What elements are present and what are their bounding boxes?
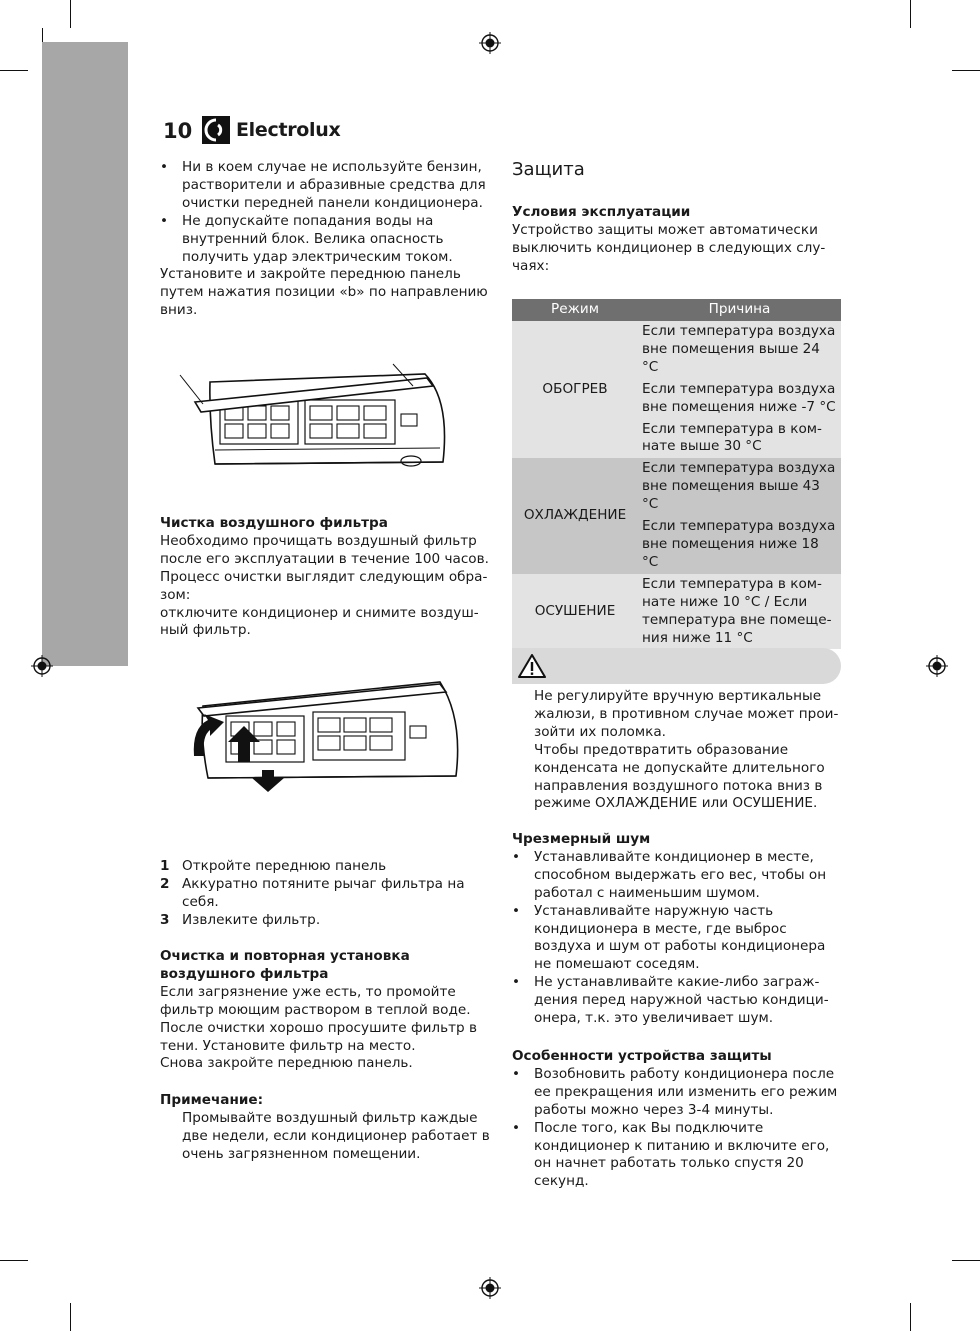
noise-section <box>512 831 842 1028</box>
list-item: • Не устанавливайте какие-либо заграждения перед наружной частью кондиционера, т.к. это увеличивает шум. <box>512 974 842 1028</box>
registration-mark-icon <box>479 1277 501 1299</box>
note-text: Промывайте воздушный фильтр каждые две недели, если кондиционер работает в очень загрязненном помещении. <box>182 1109 490 1162</box>
page-title: Защита <box>512 159 585 180</box>
crop-mark <box>0 1260 28 1261</box>
ac-unit-panel-illustration <box>175 360 455 475</box>
conditions-section <box>512 204 842 276</box>
warning-icon <box>518 653 546 679</box>
step-number: 2 <box>160 875 170 892</box>
crop-mark <box>952 1260 980 1261</box>
step-text: Откройте переднюю панель <box>182 858 387 874</box>
reason-cell: Если температура воздуха вне помещения ниже -7 °C <box>642 380 836 415</box>
list-item: • Устанавливайте наружную часть кондиционера в месте, где выброс воздуха и шум от работы кондиционера не помешают соседям. <box>512 903 842 975</box>
paragraph: отключите кондиционер и снимите воздушный фильтр. <box>160 604 479 639</box>
section-heading: Чистка воздушного фильтра <box>160 515 388 531</box>
warning-text <box>534 688 839 813</box>
list-item: • Устанавливайте кондиционер в месте, способном выдержать его вес, чтобы он работал с наименьшим шумом. <box>512 849 842 903</box>
step-item <box>160 912 490 930</box>
reason-cell: Если температура воздуха вне помещения ниже 18 °C <box>642 518 836 570</box>
reason-cell: Если температура в комнате выше 30 °C <box>642 420 822 455</box>
crop-mark <box>70 0 71 28</box>
list-item: • Возобновить работу кондиционера после ее прекращения или изменить его режим работы можно через 3-4 минуты. <box>512 1066 842 1120</box>
crop-mark <box>0 70 28 71</box>
table-row <box>512 321 841 379</box>
section-heading: Чрезмерный шум <box>512 831 651 847</box>
steps-section <box>160 858 490 930</box>
step-number: 1 <box>160 858 170 874</box>
list-item: • Не допускайте попадания воды на внутренний блок. Велика опасность получить удар электрическим током. <box>160 213 490 267</box>
side-tab <box>42 42 128 666</box>
step-item <box>160 858 490 876</box>
brand-logo <box>202 116 340 144</box>
paragraph: Не регулируйте вручную вертикальные жалюзи, в противном случае может произойти их поломка. <box>534 688 839 740</box>
protect-section <box>512 1048 842 1191</box>
page-number: 10 <box>163 119 193 143</box>
section-heading: Условия эксплуатации <box>512 204 691 220</box>
reason-cell: Если температура воздуха вне помещения выше 43 °C <box>642 460 836 513</box>
section-heading: Особенности устройства защиты <box>512 1048 772 1064</box>
column-header: Режим <box>512 299 638 321</box>
registration-mark-icon <box>926 655 948 677</box>
table-row <box>512 574 841 650</box>
left-top-text <box>160 159 490 320</box>
crop-mark <box>70 1303 71 1331</box>
electrolux-logo-icon <box>202 116 230 144</box>
crop-mark <box>952 70 980 71</box>
mode-cell: ОСУШЕНИЕ <box>534 602 616 619</box>
filter-section <box>160 515 490 640</box>
reason-cell: Если температура воздуха вне помещения выше 24 °C <box>642 323 836 375</box>
protection-table <box>512 299 841 649</box>
crop-mark <box>910 1303 911 1331</box>
paragraph: Если загрязнение уже есть, то промойте фильтр моющим раствором в теплой воде. После очистки хорошо просушите фильтр в тени. Установите фильтр на место. <box>160 983 477 1054</box>
registration-mark-icon <box>479 32 501 54</box>
filter-removal-illustration <box>178 678 463 796</box>
reason-cell: Если температура в комнате ниже 10 °C / Если температура вне помещения ниже 11 °C <box>642 575 832 646</box>
step-text: Аккуратно потяните рычаг фильтра на себя. <box>182 875 465 910</box>
step-number: 3 <box>160 911 170 928</box>
crop-mark <box>42 28 43 42</box>
paragraph: Снова закройте переднюю панель. <box>160 1055 413 1072</box>
note-heading: Примечание: <box>160 1092 264 1108</box>
paragraph: Чтобы предотвратить образование конденсата не допускайте длительного направления воздушного потока вниз в режиме ОХЛАЖДЕНИЕ или ОСУШЕНИЕ. <box>534 741 825 812</box>
list-item: • После того, как Вы подключите кондиционер к питанию и включите его, он начнет работать только спустя 20 секунд. <box>512 1120 842 1192</box>
mode-cell: ОХЛАЖДЕНИЕ <box>523 507 627 524</box>
paragraph: Устройство защиты может автоматически выключить кондиционер в следующих случаях: <box>512 221 826 274</box>
step-text: Извлеките фильтр. <box>182 911 321 928</box>
warning-banner <box>512 648 841 684</box>
column-header: Причина <box>638 299 841 321</box>
paragraph: Необходимо прочищать воздушный фильтр после его эксплуатации в течение 100 часов. Процесс очистки выглядит следующим образом: <box>160 532 489 603</box>
step-item <box>160 876 490 912</box>
registration-mark-icon <box>31 655 53 677</box>
table-row <box>512 458 841 516</box>
list-item: • Ни в коем случае не используйте бензин, растворители и абразивные средства для очистки передней панели кондиционера. <box>160 159 490 213</box>
mode-cell: ОБОГРЕВ <box>542 380 608 397</box>
brand-name: Electrolux <box>236 119 341 141</box>
paragraph: Установите и закройте переднюю панель путем нажатия позиции «b» по направлению вниз. <box>160 266 488 319</box>
section-heading: Очистка и повторная установка воздушного фильтра <box>160 948 410 982</box>
reinstall-section <box>160 948 490 1073</box>
crop-mark <box>910 0 911 28</box>
note-section <box>160 1092 490 1164</box>
